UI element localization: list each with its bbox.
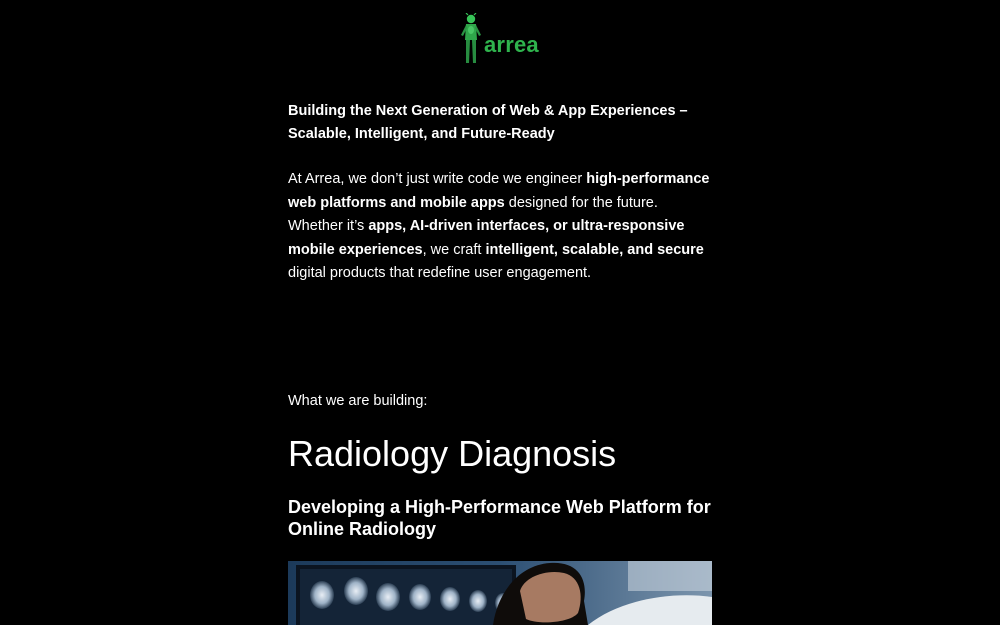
project-subtitle: Developing a High-Performance Web Platform for Online Radiology: [288, 497, 711, 539]
intro-highlight: intelligent, scalable, and secure: [485, 241, 704, 258]
intro-text: designed for the future. Whether it’s: [288, 194, 658, 234]
radiology-scan-illustration: [288, 561, 712, 625]
intro-highlight: apps, AI-driven interfaces, or ultra-responsive mobile experiences: [288, 218, 685, 258]
hero-tagline: Building the Next Generation of Web & App Experiences – Scalable, Intelligent, and Future-Ready: [288, 103, 688, 142]
intro-text: At Arrea, we don’t just write code we engineer: [288, 171, 587, 187]
radiologist-viewing-scans-image[interactable]: [288, 561, 712, 625]
section-label: What we are building:: [288, 393, 428, 409]
project-title: Radiology Diagnosis: [288, 433, 617, 474]
intro-text: digital products that redefine user engagement.: [288, 265, 592, 281]
logo-text: arrea: [484, 32, 539, 57]
brand-logo[interactable]: [458, 13, 539, 65]
intro-paragraph: [288, 168, 712, 286]
robot-figure-icon: [458, 13, 484, 65]
intro-text: , we craft: [422, 241, 486, 258]
intro-highlight: high-performance web platforms and mobile apps: [288, 171, 710, 211]
